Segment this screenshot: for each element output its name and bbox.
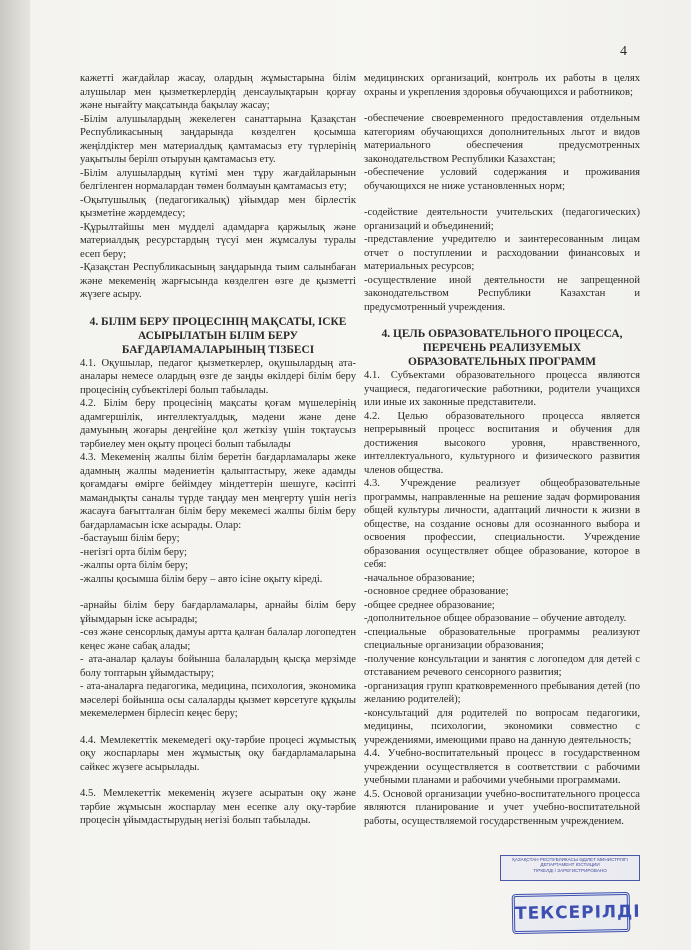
paragraph: 4.5. Основой организации учебно-воспитательного процесса являются планирование и учет учебно-воспитательной работы, осуществляемой государственным учреждением. xyxy=(364,788,640,827)
paragraph: 4.3. Мекеменің жалпы білім беретін бағдарламалары жеке адамның жалпы мәдениетін қалыптастыру, жеке адамды қоғамдағы өмірге бейімдеу міндеттерін шешуге, кәсіпті мамандықты саналы түрде таңдау мен меңгерту үшін негіз жасауға бағытталған білім беру мекемесі жалпы білім беру бағдарламасын іске асырады. Олар: xyxy=(80,452,356,531)
verified-stamp: ТЕКСЕРІЛДІ xyxy=(512,892,631,934)
list-item: - ата-аналар қалауы бойынша балалардың қысқа мерзімде болу топтарын ұйымдастыру; xyxy=(80,654,356,679)
section-heading: 4. БІЛІМ БЕРУ ПРОЦЕСІНІҢ МАҚСАТЫ, ІСКЕ АСЫРЫЛАТЫН БІЛІМ БЕРУ БАҒДАРЛАМАЛАРЫНЫҢ ТІЗБЕСІ xyxy=(89,315,347,356)
paragraph: -Оқытушылық (педагогикалық) ұйымдар мен бірлестік қызметіне жәрдемдесу; xyxy=(80,194,356,219)
paragraph: 4.2. Целью образовательного процесса является непрерывный процесс воспитания и обучения для достижения высокого уровня, нравственного, интеллектуального, культурного и физического развития членов общества. xyxy=(364,410,640,476)
paragraph: -Құрылтайшы мен мүдделі адамдарға қаржылық және материалдық ресурстардың түсуі мен жұмсалуы туралы есеп беру; xyxy=(80,221,356,260)
list-item: -сөз және сенсорлық дамуы артта қалған балалар логопедтен кеңес және сабақ алады; xyxy=(80,627,356,652)
paragraph: кажетті жағдайлар жасау, олардың жұмыстарына білім алушылар мен қызметкерлердің денсаулықтарын қорғау және нығайту мақсатында бақылау жасау; xyxy=(80,73,356,111)
paragraph: медицинских организаций, контроль их работы в целях охраны и укрепления здоровья обучающихся и работников; xyxy=(364,73,640,98)
list-item: -организация групп кратковременного пребывания детей (по желанию родителей); xyxy=(364,680,640,705)
paragraph: -обеспечение своевременного предоставления отдельным категориям обучающихся дополнительных льгот и видов материального обеспечения предусмотренных законодательством Республики Казахстан; xyxy=(364,113,640,165)
paragraph: 4.1. Субъектами образовательного процесса являются учащиеся, педагогические работники, родители учащихся или иные их законные представители. xyxy=(364,370,640,408)
paragraph: -осуществление иной деятельности не запрещенной законодательством Республики Казахстан и предусмотренный учреждения. xyxy=(364,274,640,313)
page-number: 4 xyxy=(620,44,627,59)
paragraph: -специальные образовательные программы реализуют специальные организации образования; xyxy=(364,626,640,651)
paragraph: 4.4. Мемлекеттік мекемедегі оқу-тәрбие процесі жұмыстық оқу жоспарлары мен жұмыстық оқу бағдарламаларына сәйкес жүзеге асырылады. xyxy=(80,734,356,773)
list-item: -получение консультации и занятия с логопедом для детей с отставанием речевого сенсорного развития; xyxy=(364,653,640,678)
paragraph: -Қазақстан Республикасының заңдарында тыим салынбаған және мекеменің жарғысында көзделген өзге де қызметті жүзеге асыру. xyxy=(80,262,356,300)
list-item: -бастауыш білім беру; xyxy=(80,533,180,544)
page-fold-shadow xyxy=(0,0,30,950)
paragraph: 4.5. Мемлекеттік мекеменің жүзеге асыратын оқу және тәрбие жұмысын жоспарлау мен есепке алу оқу-тәрбие процесін ұйымдастырудың негізі болып табылады. xyxy=(80,788,356,826)
list-item: -негізгі орта білім беру; xyxy=(80,546,187,558)
paragraph: -арнайы білім беру бағдарламалары, арнайы білім беру ұйымдарын іске асырады; xyxy=(80,600,356,625)
left-column-kazakh xyxy=(80,72,356,828)
list-item: -жалпы қосымша білім беру – авто ісіне оқыту кіреді. xyxy=(80,573,323,585)
registration-stamp: ҚАЗАҚСТАН РЕСПУБЛИКАСЫ ӘДІЛЕТ МИНИСТРЛІГІ ДЕПАРТАМЕНТ ЮСТИЦИИ ТІРКЕЛДІ / ЗАРЕГИСТРИРОВАНО xyxy=(500,855,640,881)
paragraph: -обеспечение условий содержания и проживания обучающихся не ниже установленных норм; xyxy=(364,167,640,192)
paragraph: 4.1. Оқушылар, педагог қызметкерлер, оқушылардың ата-аналары немесе олардың өзге де заңды өкілдері білім беру процесінің субъектілері болып табылады. xyxy=(80,357,356,396)
list-item: -консультаций для родителей по вопросам педагогики, медицины, психологии, экономики совместно с учреждениями, имеющими право на данную деятельность; xyxy=(364,707,640,746)
paragraph: -Білім алушылардың күтімі мен тұру жағдайларынын белгіленген нормалардан төмен болмауын қамтамасыз ету; xyxy=(80,167,356,192)
right-column-russian xyxy=(364,72,640,828)
list-item: -основное среднее образование; xyxy=(364,586,509,597)
paragraph: 4.4. Учебно-воспитательный процесс в государственном учреждении осуществляется в соответствии с рабочими учебными планами и рабочими учебными программами. xyxy=(364,748,640,786)
list-item: - ата-аналарға педагогика, медицина, психология, экономика мәселері бойынша осы салаларды қызмет көрсетуге құқылы мекемелермен бірлесіп кеңес беру; xyxy=(80,681,356,719)
paragraph: 4.3. Учреждение реализует общеобразовательные программы, направленные на решение задач формирования общей культуры личности, адаптаций личности к жизни в обществе, на создание основы для осознанного выбора и освоения профессии, специальности. Учреждение образования осуществляет общее образование, которое в себя: xyxy=(364,478,640,570)
list-item: -жалпы орта білім беру; xyxy=(80,560,189,571)
list-item: -дополнительное общее образование – обучение автоделу. xyxy=(364,613,627,624)
section-heading: 4. ЦЕЛЬ ОБРАЗОВАТЕЛЬНОГО ПРОЦЕССА, ПЕРЕЧЕНЬ РЕАЛИЗУЕМЫХ ОБРАЗОВАТЕЛЬНЫХ ПРОГРАММ xyxy=(381,328,623,368)
paragraph: 4.2. Білім беру процесінің мақсаты қоғам мүшелерінің адамгершілік, интеллектуалдық, мәдени және дене дамуының жоғары деңгейіне қол жеткізу үшін тоқтаусыз тәрбиелеу мен оқыту процесі болып табылады xyxy=(80,398,356,450)
paragraph: -представление учредителю и заинтересованным лицам отчет о поступлении и расходовании финансовых и материальных ресурсов; xyxy=(364,234,640,272)
paragraph: -Білім алушылардың жекелеген санаттарына Қазақстан Республикасының заңдарында көзделген қосымша жеңілдіктер мен материалдық қамтамасыз ету түрлерінің уақытылы берілп отыруын қамтамасыз ету. xyxy=(80,113,356,165)
list-item: -общее среднее образование; xyxy=(364,599,495,611)
list-item: -начальное образование; xyxy=(364,572,475,584)
paragraph: -содействие деятельности учительских (педагогических) организаций и объединений; xyxy=(364,207,640,232)
